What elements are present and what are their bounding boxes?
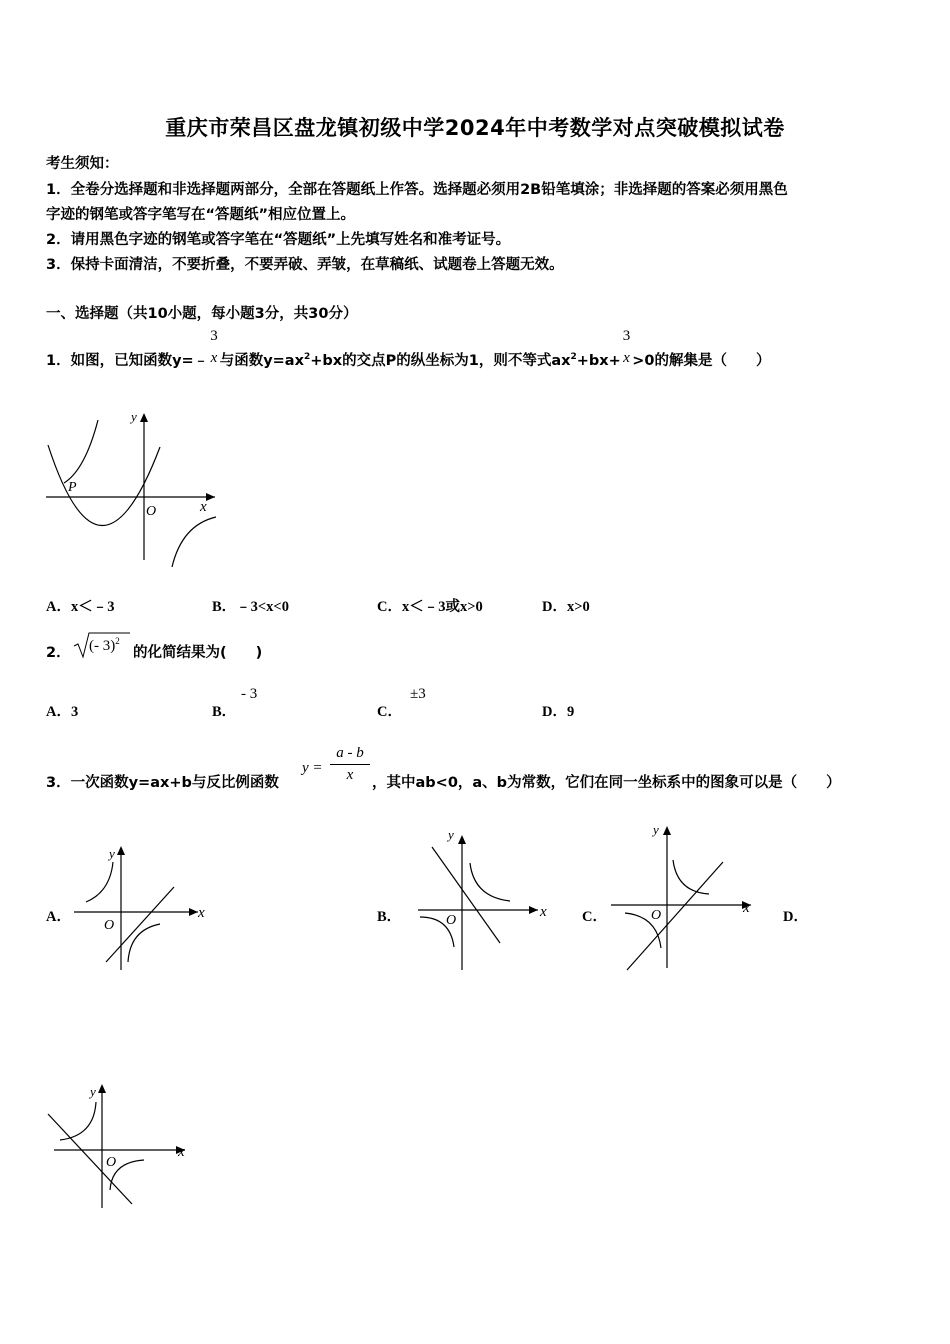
- q3a-hyperbola-upper: [86, 862, 113, 902]
- q3-option-c[interactable]: C．: [582, 909, 607, 925]
- q3b-y-label: y: [448, 827, 454, 842]
- notice-heading: 考生须知：: [46, 156, 119, 172]
- q3d-y-arrow: [98, 1084, 106, 1093]
- q3a-origin-label: O: [104, 918, 115, 933]
- q3-graph-d: [40, 1078, 195, 1213]
- notice-item-1-line-2: 字迹的钢笔或答字笔写在“答题纸”相应位置上。: [46, 207, 356, 223]
- q3d-line: [48, 1114, 132, 1204]
- q1-text-e: >0的解集是（ ）: [632, 353, 771, 369]
- q3-frac-bar: [330, 764, 370, 765]
- q3-frac-num: a - b: [336, 745, 364, 761]
- q3c-line: [627, 862, 723, 970]
- q3b-y-arrow: [458, 835, 466, 844]
- q3-option-b[interactable]: B．: [377, 909, 402, 925]
- section-heading-choice: 一、选择题（共10小题，每小题3分，共30分）: [46, 306, 358, 322]
- q3-graph-c: [605, 820, 760, 975]
- q3c-hyperbola-upper: [673, 860, 709, 894]
- q3a-line: [106, 887, 174, 962]
- q3d-x-label: x: [178, 1144, 185, 1160]
- q2-option-a[interactable]: A．3: [46, 704, 79, 720]
- q2-exponent: 2: [115, 636, 120, 646]
- q1-text-a: 1．如图，已知函数y=﹣: [46, 353, 209, 369]
- q1-frac1-num: 3: [210, 328, 218, 344]
- q3-frac-den: x: [346, 767, 354, 783]
- q3a-x-arrow: [189, 908, 198, 916]
- q3b-x-label: x: [540, 904, 547, 920]
- q3-option-a[interactable]: A．: [46, 909, 71, 925]
- q1-y-arrow: [140, 413, 148, 422]
- q1-option-b[interactable]: B．﹣3<x<0: [212, 599, 289, 615]
- q2-stem-suffix: 的化简结果为( ): [133, 645, 263, 661]
- q1-option-a[interactable]: A．x＜﹣3: [46, 599, 115, 615]
- q2-option-c-value: ±3: [410, 686, 426, 702]
- q2-option-b-value: - 3: [241, 686, 258, 702]
- q3d-hyperbola-upper: [60, 1102, 96, 1140]
- q3c-y-label: y: [653, 822, 659, 837]
- q3-y-equals: y =: [302, 760, 323, 776]
- q3b-origin-label: O: [446, 913, 457, 928]
- q2-option-c[interactable]: C．: [377, 704, 402, 720]
- notice-item-1-line-1: 1．全卷分选择题和非选择题两部分，全部在答题纸上作答。选择题必须用2B铅笔填涂；非选择题的答案必须用黑色: [46, 182, 788, 198]
- q3-option-d[interactable]: D．: [783, 909, 808, 925]
- q1-option-d[interactable]: D．x>0: [542, 599, 590, 615]
- q2-number: 2．: [46, 645, 71, 661]
- q3c-y-arrow: [663, 826, 671, 835]
- question-1-stem: [46, 327, 771, 367]
- page-title: 重庆市荣昌区盘龙镇初级中学2024年中考数学对点突破模拟试卷: [165, 116, 785, 140]
- q3c-origin-label: O: [651, 908, 662, 923]
- q1-frac1-den: x: [210, 350, 218, 366]
- q1-text-d: +bx+: [576, 353, 621, 369]
- q3-graph-b: [412, 825, 557, 975]
- notice-item-2: 2．请用黑色字迹的钢笔或答字笔在“答题纸”上先填写姓名和准考证号。: [46, 232, 511, 248]
- q3c-x-label: x: [743, 900, 750, 916]
- q1-fraction-2: [623, 327, 631, 367]
- q1-fraction-1: [210, 327, 218, 367]
- q1-option-c[interactable]: C．x＜﹣3或x>0: [377, 599, 483, 615]
- q3a-y-label: y: [109, 846, 115, 861]
- q3-stem-a: 3．一次函数y=ax+b与反比例函数: [46, 775, 279, 791]
- q2-radicand-text: (- 3): [89, 638, 116, 654]
- q1-text-b: 与函数y=ax: [219, 353, 304, 369]
- q3a-y-arrow: [117, 846, 125, 855]
- q1-sup-1: 2: [303, 352, 311, 363]
- q3d-y-label: y: [90, 1084, 96, 1099]
- q1-hyperbola-left: [64, 420, 98, 483]
- q3-graph-a: [68, 842, 213, 977]
- q3-stem-b: ，其中ab<0，a、b为常数，它们在同一坐标系中的图象可以是（ ）: [372, 775, 841, 791]
- q2-option-b[interactable]: B．: [212, 704, 237, 720]
- q1-frac2-num: 3: [622, 328, 631, 344]
- q3b-x-arrow: [529, 906, 538, 914]
- q1-sup-2: 2: [570, 352, 577, 363]
- q3a-x-label: x: [198, 905, 205, 921]
- q2-radicand: [89, 636, 120, 655]
- q1-parabola: [48, 445, 160, 526]
- q3-fraction: [330, 745, 370, 784]
- q3d-origin-label: O: [106, 1155, 117, 1170]
- q1-frac2-den: x: [623, 350, 630, 366]
- q1-origin-label: O: [146, 504, 157, 519]
- q3b-hyperbola-upper: [470, 863, 510, 901]
- q1-hyperbola-right: [172, 517, 216, 567]
- q1-y-label: y: [131, 409, 137, 424]
- notice-item-3: 3．保持卡面清洁，不要折叠，不要弄破、弄皱，在草稿纸、试题卷上答题无效。: [46, 257, 564, 273]
- q3a-hyperbola-lower: [128, 924, 160, 962]
- q1-x-label: x: [200, 499, 207, 515]
- q2-option-d[interactable]: D．9: [542, 704, 575, 720]
- q1-point-p-label: P: [68, 480, 77, 495]
- q1-graph: [40, 405, 230, 585]
- q1-text-c: +bx的交点P的纵坐标为1，则不等式ax: [310, 353, 571, 369]
- q1-x-arrow: [206, 493, 215, 501]
